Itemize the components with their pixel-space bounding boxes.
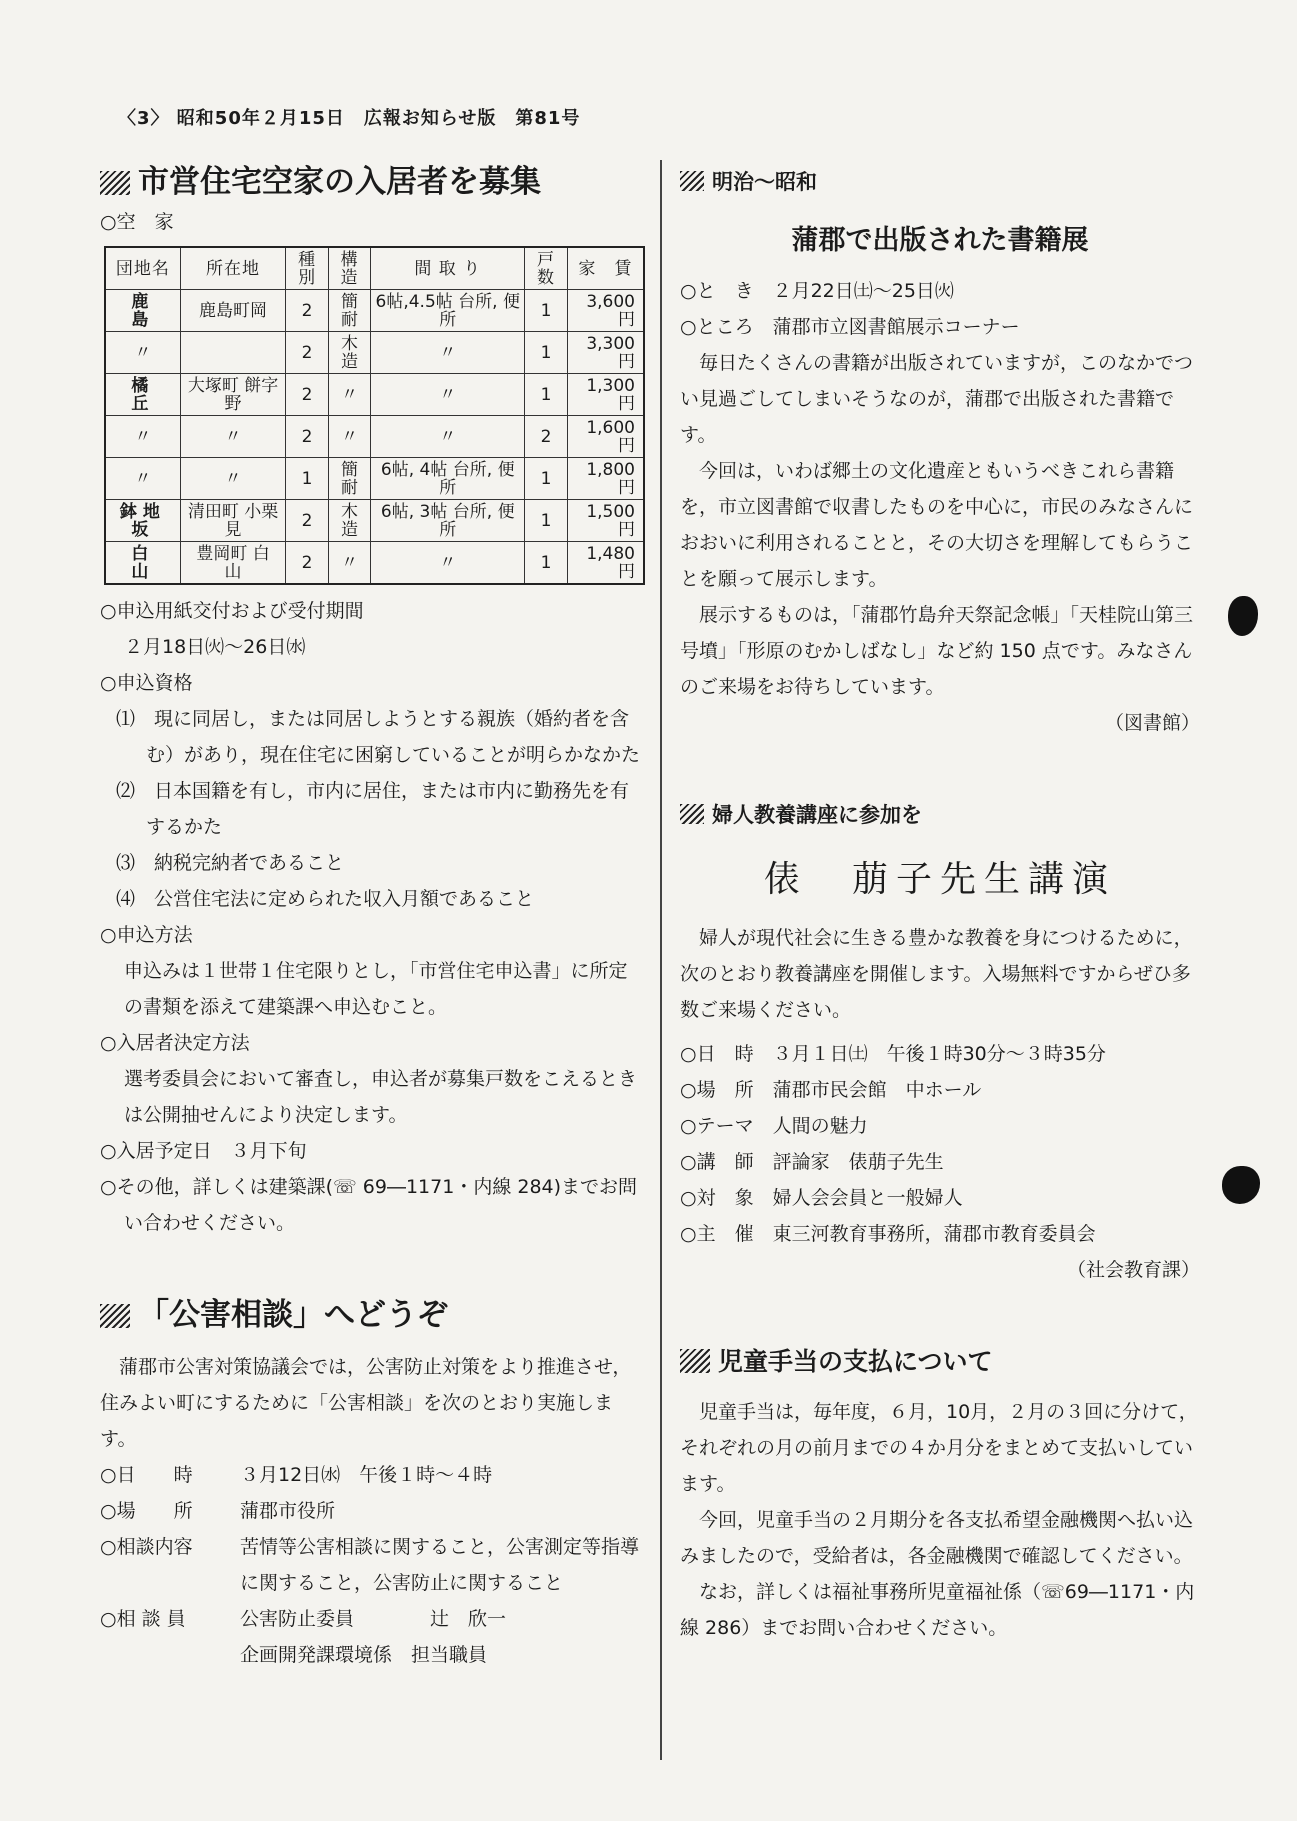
lecture-body: 婦人が現代社会に生きる豊かな教養を身につけるために，次のとおり教養講座を開催します。入場無料ですからぜひ多数ご来場ください。 xyxy=(680,927,1193,1021)
table-cell: 2 xyxy=(286,416,328,458)
table-cell: 〃 xyxy=(105,458,180,500)
qual-item: ⑷ 公営住宅法に定められた収入月額であること xyxy=(116,888,535,910)
lecture-label xyxy=(680,793,1200,837)
allowance-paragraph: 児童手当は，毎年度，６月，10月，２月の３回に分けて，それぞれの月の前月までの４か月分をまとめて支払いしています。 xyxy=(680,1401,1198,1495)
table-body xyxy=(105,290,644,585)
period-value: ２月18日㈫〜26日㈬ xyxy=(124,636,306,658)
pollution-key: ○日 時 xyxy=(100,1464,193,1486)
table-cell: 清田町 小栗見 xyxy=(180,500,286,542)
ink-stain xyxy=(1228,596,1258,636)
table-cell: 〃 xyxy=(371,542,525,585)
table-cell: 1,500円 xyxy=(567,500,644,542)
lecture-item: ○主 催 東三河教育事務所，蒲郡市教育委員会 xyxy=(680,1223,1096,1245)
table-cell: 1 xyxy=(525,500,567,542)
table-cell: 橘 丘 xyxy=(105,374,180,416)
hatch-mark xyxy=(100,171,130,195)
decision-text: 選考委員会において審査し，申込者が募集戸数をこえるときは公開抽せんにより決定します。 xyxy=(124,1068,638,1126)
table-cell: 1 xyxy=(525,332,567,374)
housing-title xyxy=(100,160,645,204)
table-cell: 1 xyxy=(525,458,567,500)
table-cell: 〃 xyxy=(105,416,180,458)
pollution-key xyxy=(100,1637,240,1673)
table-cell: 1,600円 xyxy=(567,416,644,458)
pollution-title-text: 「公害相談」へどうぞ xyxy=(138,1297,448,1333)
move-in-date: ○入居予定日 ３月下旬 xyxy=(100,1140,307,1162)
table-cell: 1,300円 xyxy=(567,374,644,416)
table-cell: 簡耐 xyxy=(328,290,370,332)
table-cell: 〃 xyxy=(180,416,286,458)
housing-title-text: 市営住宅空家の入居者を募集 xyxy=(138,164,541,200)
pollution-value: 公害防止委員 辻 欣一 xyxy=(240,1608,507,1630)
pollution-key: ○相 談 員 xyxy=(100,1608,186,1630)
table-cell: 〃 xyxy=(328,416,370,458)
table-cell: 〃 xyxy=(371,416,525,458)
allowance-title-text: 児童手当の支払について xyxy=(718,1347,993,1376)
table-header-cell: 間 取 り xyxy=(371,247,525,290)
table-row xyxy=(105,500,644,542)
table-cell: 6帖, 4帖 台所, 便所 xyxy=(371,458,525,500)
lecture-item: ○対 象 婦人会会員と一般婦人 xyxy=(680,1187,963,1209)
table-cell: 鹿 島 xyxy=(105,290,180,332)
table-cell: 2 xyxy=(286,290,328,332)
books-paragraph: 今回は，いわば郷土の文化遺産ともいうべきこれら書籍を，市立図書館で収書したものを中心に，市民のみなさんにおおいに利用されることと，その大切さを理解してもらうことを願って展示します。 xyxy=(680,460,1194,590)
allowance-paragraph: 今回，児童手当の２月期分を各支払希望金融機関へ払い込みましたので，受給者は，各金融機関で確認してください。 xyxy=(680,1509,1194,1567)
table-cell: 木造 xyxy=(328,500,370,542)
table-cell: 1 xyxy=(525,542,567,585)
pollution-row xyxy=(100,1493,645,1529)
table-header-cell: 種別 xyxy=(286,247,328,290)
left-column xyxy=(100,160,645,1673)
right-column xyxy=(680,160,1200,1646)
contact-info: ○その他，詳しくは建築課(☏ 69―1171・内線 284)までお問い合わせください。 xyxy=(100,1176,638,1234)
table-cell: 簡耐 xyxy=(328,458,370,500)
method-text: 申込みは１世帯１住宅限りとし，「市営住宅申込書」に所定の書類を添えて建築課へ申込むこと。 xyxy=(124,960,628,1018)
column-divider xyxy=(660,160,662,1760)
table-cell: 鉢地坂 xyxy=(105,500,180,542)
table-cell: 1 xyxy=(525,374,567,416)
qual-item: ⑵ 日本国籍を有し，市内に居住，または市内に勤務先を有するかた xyxy=(116,780,630,838)
table-row xyxy=(105,332,644,374)
lecture-item: ○講 師 評論家 俵萠子先生 xyxy=(680,1151,944,1173)
pollution-body: 蒲郡市公害対策協議会では，公害防止対策をより推進させ，住みよい町にするために「公害相談」を次のとおり実施します。 xyxy=(100,1356,632,1450)
table-cell: 〃 xyxy=(105,332,180,374)
table-cell: 〃 xyxy=(371,374,525,416)
qual-list xyxy=(100,701,645,917)
hatch-mark xyxy=(680,804,704,824)
table-row xyxy=(105,374,644,416)
vacancy-label: ○空 家 xyxy=(100,211,174,233)
pollution-value: 蒲郡市役所 xyxy=(240,1500,336,1522)
table-header-cell: 構造 xyxy=(328,247,370,290)
table-header-cell: 団地名 xyxy=(105,247,180,290)
table-cell: 〃 xyxy=(328,374,370,416)
books-paragraph: 毎日たくさんの書籍が出版されていますが，このなかでつい見過ごしてしまいそうなのが，蒲郡で出版された書籍です。 xyxy=(680,352,1194,446)
qual-label: ○申込資格 xyxy=(100,672,193,694)
table-cell: 6帖, 3帖 台所, 便所 xyxy=(371,500,525,542)
table-cell: 3,300円 xyxy=(567,332,644,374)
table-row xyxy=(105,458,644,500)
period-label: ○申込用紙交付および受付期間 xyxy=(100,600,364,622)
table-row xyxy=(105,542,644,585)
page-header: 〈3〉 昭和50年２月15日 広報お知らせ版 第81号 xyxy=(118,108,581,129)
table-cell: 6帖,4.5帖 台所, 便所 xyxy=(371,290,525,332)
books-when: ○と き ２月22日㈯〜25日㈫ xyxy=(680,280,954,302)
table-cell: 鹿島町岡 xyxy=(180,290,286,332)
books-title: 蒲郡で出版された書籍展 xyxy=(791,225,1089,256)
books-body xyxy=(680,345,1200,705)
table-cell: 〃 xyxy=(180,458,286,500)
table-header-cell: 所在地 xyxy=(180,247,286,290)
table-cell: 2 xyxy=(286,332,328,374)
table-cell: 3,600円 xyxy=(567,290,644,332)
hatch-mark xyxy=(680,1349,710,1373)
table-cell: 〃 xyxy=(328,542,370,585)
allowance-title xyxy=(680,1340,1200,1384)
table-row xyxy=(105,290,644,332)
table-cell: 2 xyxy=(286,542,328,585)
pollution-key: ○場 所 xyxy=(100,1500,193,1522)
lecture-label-text: 婦人教養講座に参加を xyxy=(712,803,922,827)
table-cell: 2 xyxy=(286,374,328,416)
allowance-paragraph: なお，詳しくは福祉事務所児童福祉係（☏69―1171・内線 286）までお問い合わせください。 xyxy=(680,1581,1195,1639)
pollution-row xyxy=(100,1457,645,1493)
vacancy-table xyxy=(104,246,645,585)
table-cell: 白 山 xyxy=(105,542,180,585)
lecture-item: ○テーマ 人間の魅力 xyxy=(680,1115,868,1137)
pollution-row xyxy=(100,1637,645,1673)
table-header-cell: 戸数 xyxy=(525,247,567,290)
allowance-body xyxy=(680,1394,1200,1646)
ink-stain xyxy=(1222,1166,1260,1204)
books-paragraph: 展示するものは，「蒲郡竹島弁天祭記念帳」「天桂院山第三号墳」「形原のむかしばなし」など約 150 点です。みなさんのご来場をお待ちしています。 xyxy=(680,604,1194,698)
table-cell: 豊岡町 白 山 xyxy=(180,542,286,585)
table-header-row xyxy=(105,247,644,290)
lecture-item: ○日 時 ３月１日㈯ 午後１時30分〜３時35分 xyxy=(680,1043,1106,1065)
table-cell xyxy=(180,332,286,374)
pollution-value: 企画開発課環境係 担当職員 xyxy=(240,1644,488,1666)
table-cell: 2 xyxy=(286,500,328,542)
hatch-mark xyxy=(680,171,704,191)
books-attribution: （図書館） xyxy=(1104,712,1200,734)
pollution-value: ３月12日㈬ 午後１時〜４時 xyxy=(240,1464,493,1486)
table-cell: 〃 xyxy=(371,332,525,374)
table-row xyxy=(105,416,644,458)
pollution-value: 苦情等公害相談に関すること，公害測定等指導に関すること，公害防止に関すること xyxy=(240,1536,640,1594)
table-header-cell: 家 賃 xyxy=(567,247,644,290)
table-cell: 1,480円 xyxy=(567,542,644,585)
lecture-item: ○場 所 蒲郡市民会館 中ホール xyxy=(680,1079,982,1101)
decision-label: ○入居者決定方法 xyxy=(100,1032,250,1054)
pollution-details xyxy=(100,1457,645,1673)
books-label xyxy=(680,160,1200,204)
pollution-row xyxy=(100,1601,645,1637)
pollution-title xyxy=(100,1293,645,1337)
lecture-title: 俵 萠子先生講演 xyxy=(763,859,1116,900)
table-cell: 大塚町 餅字野 xyxy=(180,374,286,416)
qual-item: ⑶ 納税完納者であること xyxy=(116,852,345,874)
qual-item: ⑴ 現に同居し，または同居しようとする親族（婚約者を含む）があり，現在住宅に困窮していることが明らかなかた xyxy=(116,708,641,766)
pollution-row xyxy=(100,1529,645,1601)
table-cell: 2 xyxy=(525,416,567,458)
table-cell: 1 xyxy=(286,458,328,500)
pollution-key: ○相談内容 xyxy=(100,1536,193,1558)
table-cell: 1,800円 xyxy=(567,458,644,500)
lecture-details xyxy=(680,1036,1200,1252)
lecture-attribution: （社会教育課） xyxy=(1066,1259,1200,1281)
method-label: ○申込方法 xyxy=(100,924,193,946)
books-where: ○ところ 蒲郡市立図書館展示コーナー xyxy=(680,316,1020,338)
table-cell: 1 xyxy=(525,290,567,332)
hatch-mark xyxy=(100,1304,130,1328)
books-label-text: 明治〜昭和 xyxy=(712,170,817,194)
table-cell: 木造 xyxy=(328,332,370,374)
